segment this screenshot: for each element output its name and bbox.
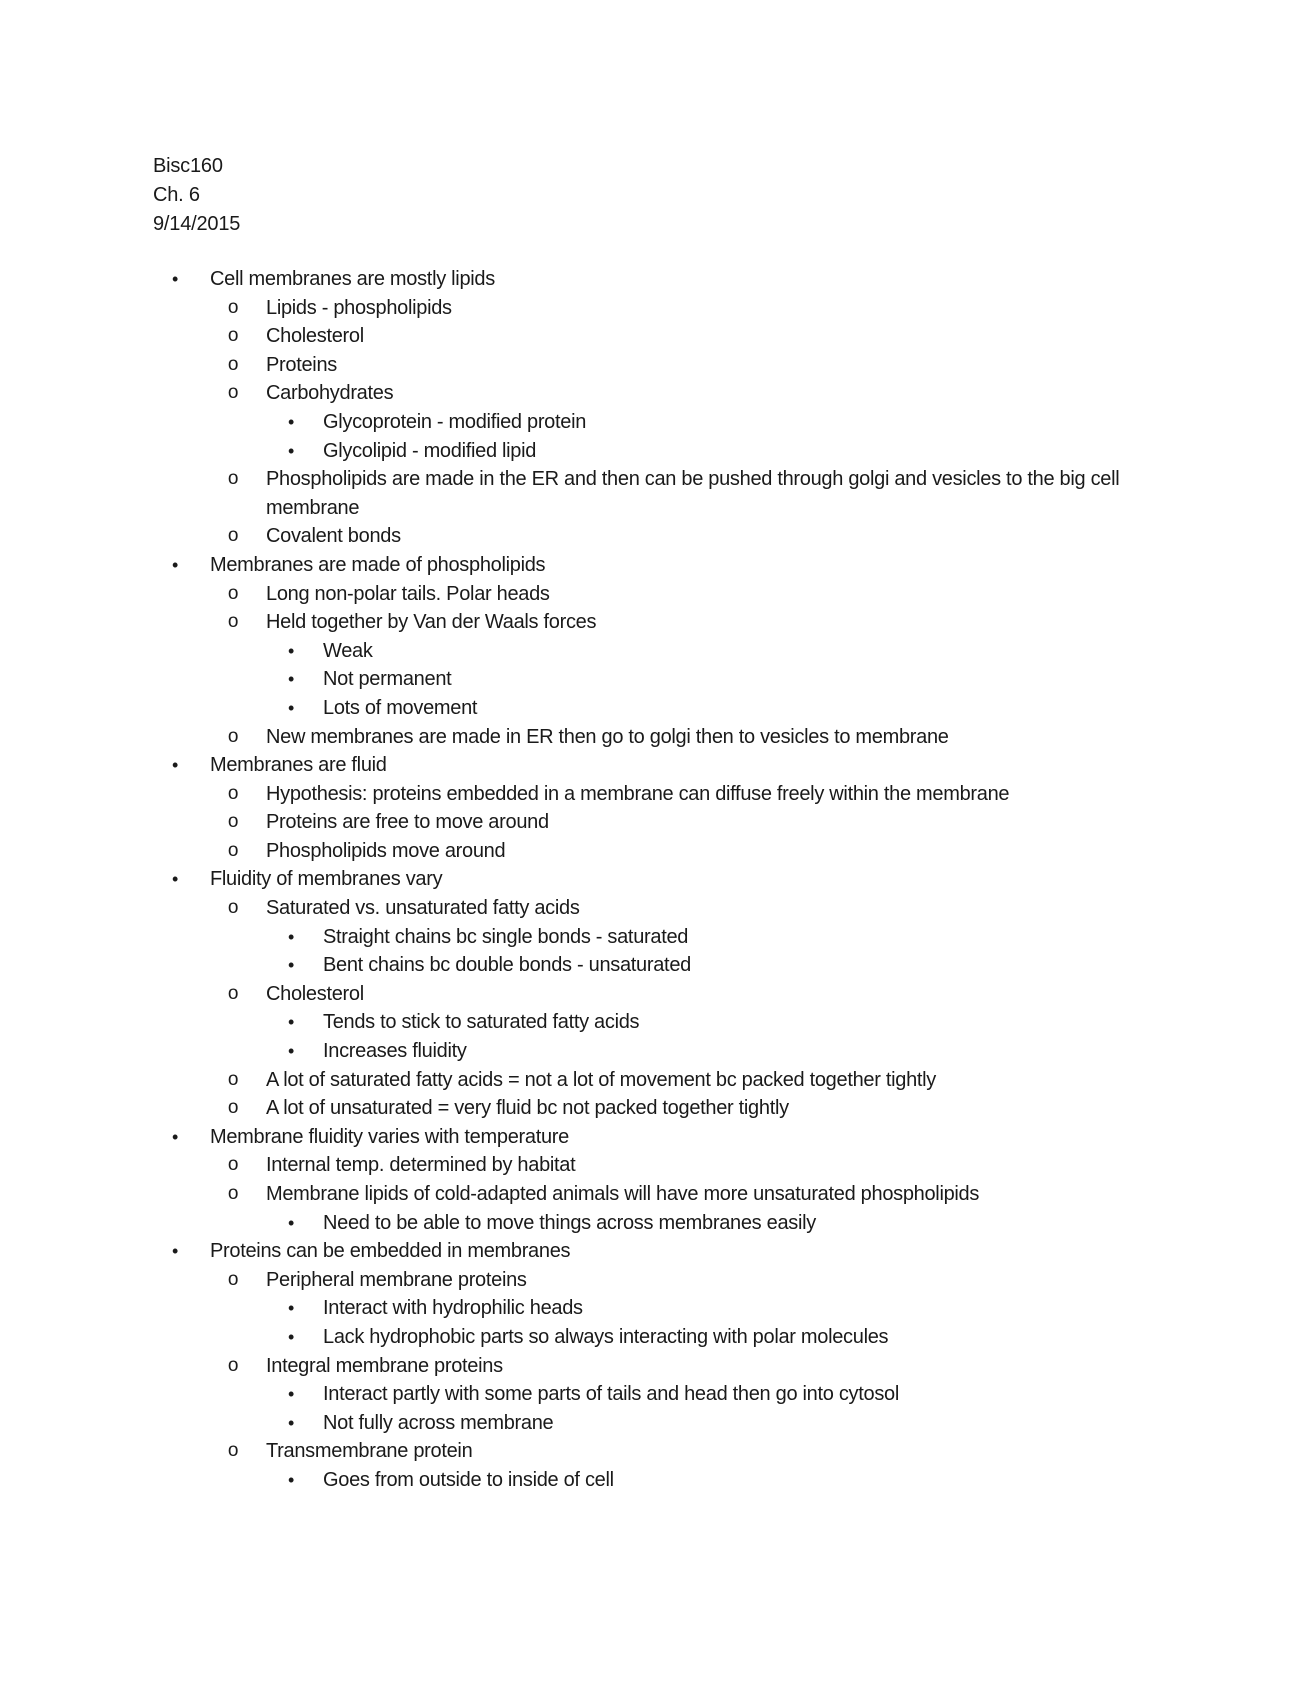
hollow-bullet-icon: o: [227, 1154, 239, 1176]
outline-item-level-2: [0, 408, 1306, 437]
hollow-bullet-icon: o: [227, 1354, 239, 1376]
outline-item-level-2: [0, 1294, 1306, 1323]
outline-item-level-2: [0, 694, 1306, 723]
hollow-bullet-icon: o: [227, 382, 239, 404]
outline-item-level-1: [0, 322, 1306, 351]
outline-item-level-1: [0, 894, 1306, 923]
outline-item-text: Cell membranes are mostly lipids: [210, 268, 495, 290]
outline-item-level-1: [0, 522, 1306, 551]
outline-item-level-1: [0, 1352, 1306, 1381]
outline-item-level-0: [0, 751, 1306, 780]
outline-item-text: New membranes are made in ER then go to golgi then to vesicles to membrane: [266, 725, 949, 748]
notes-header: [153, 152, 240, 239]
outline-item-text: Carbohydrates: [266, 382, 394, 405]
outline-item-level-1: [0, 808, 1306, 837]
hollow-bullet-icon: o: [227, 582, 239, 604]
hollow-bullet-icon: o: [227, 1268, 239, 1290]
outline-item-text: A lot of saturated fatty acids = not a lot of movement bc packed together tightly: [266, 1068, 936, 1091]
outline-item-text: Tends to stick to saturated fatty acids: [323, 1011, 640, 1034]
outline-item-level-0: [0, 865, 1306, 894]
outline-item-level-2: [0, 1323, 1306, 1352]
outline-item-text: Membrane lipids of cold-adapted animals will have more unsaturated phospholipids: [266, 1183, 980, 1205]
outline-item-text: Phospholipids are made in the ER and then can be pushed through golgi and vesicles to the big cell membrane: [266, 468, 1120, 519]
outline-item-level-2: [0, 1466, 1306, 1495]
outline-item-level-2: [0, 1037, 1306, 1066]
bullet-icon: •: [287, 1384, 294, 1405]
hollow-bullet-icon: o: [227, 1068, 239, 1090]
outline-item-level-1: [0, 1066, 1306, 1095]
outline-item-level-1: [0, 351, 1306, 380]
bullet-icon: •: [171, 1241, 178, 1262]
bullet-icon: •: [171, 869, 178, 890]
outline-item-level-2: [0, 437, 1306, 466]
bullet-icon: •: [287, 640, 294, 661]
outline-item-level-2: [0, 951, 1306, 980]
outline-item-text: Membrane fluidity varies with temperature: [210, 1125, 569, 1148]
chapter-label: Ch. 6: [153, 184, 200, 206]
date-label: 9/14/2015: [153, 213, 241, 235]
outline-item-level-1: [0, 1437, 1306, 1466]
bullet-icon: •: [171, 269, 178, 289]
outline-item-level-1: [0, 1266, 1306, 1295]
outline-item-level-1: [0, 837, 1306, 866]
hollow-bullet-icon: o: [227, 1183, 239, 1204]
outline-item-level-0: [0, 1237, 1306, 1266]
outline-item-level-1: [0, 1180, 1306, 1209]
outline-item-level-2: [0, 665, 1306, 694]
bullet-icon: •: [171, 755, 178, 776]
bullet-icon: •: [287, 955, 294, 976]
outline-item-level-2: [0, 923, 1306, 952]
outline-item-level-1: [0, 980, 1306, 1009]
bullet-icon: •: [171, 554, 178, 575]
bullet-icon: •: [287, 1469, 294, 1490]
outline-item-text: Peripheral membrane proteins: [266, 1268, 527, 1291]
hollow-bullet-icon: o: [227, 468, 239, 490]
hollow-bullet-icon: o: [227, 811, 239, 833]
outline-item-text: Saturated vs. unsaturated fatty acids: [266, 897, 580, 920]
outline-item-text: Not permanent: [323, 668, 452, 691]
hollow-bullet-icon: o: [227, 525, 239, 547]
bullet-icon: •: [287, 440, 294, 461]
outline-item-text: Lack hydrophobic parts so always interacting with polar molecules: [323, 1325, 889, 1348]
outline-item-text: Proteins: [266, 353, 337, 376]
outline-item-text: Glycolipid - modified lipid: [323, 439, 537, 462]
bullet-icon: •: [287, 669, 294, 690]
hollow-bullet-icon: o: [227, 296, 239, 318]
outline-item-text: Hypothesis: proteins embedded in a membrane can diffuse freely within the membrane: [266, 782, 1010, 805]
outline-item-text: Long non-polar tails. Polar heads: [266, 582, 550, 605]
bullet-icon: •: [287, 1412, 294, 1433]
outline-item-text: Not fully across membrane: [323, 1411, 554, 1434]
outline-item-level-1: [0, 1094, 1306, 1123]
outline-item-text: A lot of unsaturated = very fluid bc not packed together tightly: [266, 1097, 789, 1120]
outline-item-text: Phospholipids move around: [266, 839, 506, 862]
hollow-bullet-icon: o: [227, 782, 239, 804]
outline-item-text: Integral membrane proteins: [266, 1354, 503, 1377]
outline-item-text: Proteins are free to move around: [266, 811, 549, 834]
outline-item-level-0: [0, 551, 1306, 580]
outline-item-text: Fluidity of membranes vary: [210, 868, 443, 891]
outline-item-text: Covalent bonds: [266, 525, 401, 548]
bullet-icon: •: [287, 1326, 294, 1347]
outline-item-level-2: [0, 1008, 1306, 1037]
outline-item-text: Goes from outside to inside of cell: [323, 1468, 614, 1491]
outline-item-level-2: [0, 1209, 1306, 1238]
bullet-icon: •: [287, 1012, 294, 1033]
outline-item-text: Interact with hydrophilic heads: [323, 1297, 583, 1320]
bullet-icon: •: [287, 1298, 294, 1319]
hollow-bullet-icon: o: [227, 725, 239, 747]
outline-item-level-1: [0, 294, 1306, 323]
outline-item-text: Held together by Van der Waals forces: [266, 611, 597, 634]
outline-item-level-1: [0, 1151, 1306, 1180]
outline-item-text: Membranes are made of phospholipids: [210, 553, 546, 576]
outline-item-level-1: [0, 608, 1306, 637]
outline-item-text: Transmembrane protein: [266, 1440, 473, 1463]
outline-item-level-0: [0, 1123, 1306, 1152]
outline-item-level-1: [0, 580, 1306, 609]
course-name: Bisc160: [153, 155, 223, 177]
hollow-bullet-icon: o: [227, 353, 239, 375]
outline-item-text: Cholesterol: [266, 982, 364, 1005]
outline-item-text: Cholesterol: [266, 325, 364, 348]
outline-item-text: Interact partly with some parts of tails and head then go into cytosol: [323, 1383, 899, 1406]
outline-item-text: Bent chains bc double bonds - unsaturated: [323, 954, 691, 977]
outline-item-text: Increases fluidity: [323, 1040, 467, 1063]
outline-item-level-1: [0, 465, 1306, 522]
bullet-icon: •: [287, 1212, 294, 1233]
outline-item-text: Weak: [323, 639, 373, 662]
outline-item-level-2: [0, 1409, 1306, 1438]
hollow-bullet-icon: o: [227, 1097, 239, 1119]
hollow-bullet-icon: o: [227, 839, 239, 861]
hollow-bullet-icon: o: [227, 897, 239, 919]
outline-item-text: Glycoprotein - modified protein: [323, 410, 587, 433]
bullet-icon: •: [287, 926, 294, 947]
outline-item-level-1: [0, 379, 1306, 408]
bullet-icon: •: [287, 411, 294, 432]
outline-item-text: Internal temp. determined by habitat: [266, 1154, 576, 1177]
outline-item-level-0: [0, 265, 1306, 294]
bullet-icon: •: [287, 1041, 294, 1062]
hollow-bullet-icon: o: [227, 982, 239, 1004]
bullet-icon: •: [287, 697, 294, 718]
outline-item-text: Need to be able to move things across membranes easily: [323, 1211, 816, 1234]
outline-item-level-1: [0, 780, 1306, 809]
outline-item-text: Straight chains bc single bonds - saturated: [323, 925, 689, 948]
notes-outline: [0, 265, 1306, 1495]
outline-item-text: Proteins can be embedded in membranes: [210, 1240, 571, 1263]
outline-item-text: Lots of movement: [323, 696, 478, 719]
hollow-bullet-icon: o: [227, 611, 239, 633]
outline-item-text: Membranes are fluid: [210, 754, 387, 777]
outline-item-level-2: [0, 637, 1306, 666]
outline-item-level-1: [0, 723, 1306, 752]
hollow-bullet-icon: o: [227, 1440, 239, 1462]
outline-item-level-2: [0, 1380, 1306, 1409]
outline-item-text: Lipids - phospholipids: [266, 296, 452, 319]
bullet-icon: •: [171, 1126, 178, 1147]
hollow-bullet-icon: o: [227, 325, 239, 347]
